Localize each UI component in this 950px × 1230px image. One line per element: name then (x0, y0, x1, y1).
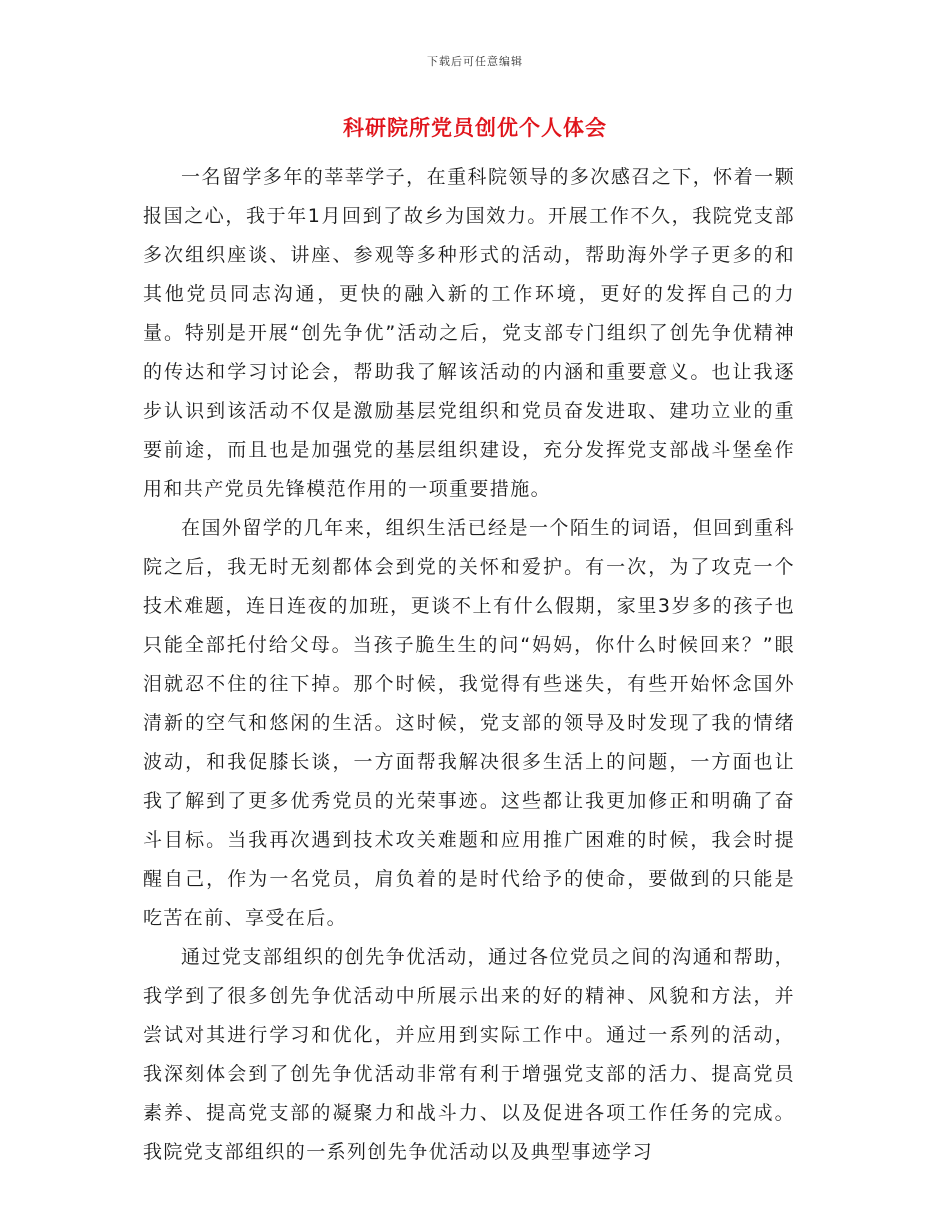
header-note: 下载后可任意编辑 (427, 55, 523, 68)
paragraph-3: 通过党支部组织的创先争优活动，通过各位党员之间的沟通和帮助，我学到了很多创先争优活动中所展示出来的好的精神、风貌和方法，并尝试对其进行学习和优化，并应用到实际工作中。通过一系列的活动，我深刻体会到了创先争优活动非常有利于增强党支部的活力、提高党员素养、提高党支部的凝聚力和战斗力、以及促进各项工作任务的完成。我院党支部组织的一系列创先争优活动以及典型事迹学习 (143, 946, 795, 1163)
document-body (143, 158, 795, 1172)
document-title: 科研院所党员创优个人体会 (343, 116, 607, 140)
paragraph-2: 在国外留学的几年来，组织生活已经是一个陌生的词语，但回到重科院之后，我无时无刻都体会到党的关怀和爱护。有一次，为了攻克一个技术难题，连日连夜的加班，更谈不上有什么假期，家里3岁多的孩子也只能全部托付给父母。当孩子脆生生的问“妈妈，你什么时候回来？”眼泪就忍不住的往下掉。那个时候，我觉得有些迷失，有些开始怀念国外清新的空气和悠闲的生活。这时候，党支部的领导及时发现了我的情绪波动，和我促膝长谈，一方面帮我解决很多生活上的问题，一方面也让我了解到了更多优秀党员的光荣事迹。这些都让我更加修正和明确了奋斗目标。当我再次遇到技术攻关难题和应用推广困难的时候，我会时提醒自己，作为一名党员，肩负着的是时代给予的使命，要做到的只能是吃苦在前、享受在后。 (143, 517, 795, 929)
paragraph-1: 一名留学多年的莘莘学子，在重科院领导的多次感召之下，怀着一颗报国之心，我于年1月回到了故乡为国效力。开展工作不久，我院党支部多次组织座谈、讲座、参观等多种形式的活动，帮助海外学子更多的和其他党员同志沟通，更快的融入新的工作环境，更好的发挥自己的力量。特别是开展“创先争优”活动之后，党支部专门组织了创先争优精神的传达和学习讨论会，帮助我了解该活动的内涵和重要意义。也让我逐步认识到该活动不仅是激励基层党组织和党员奋发进取、建功立业的重要前途，而且也是加强党的基层组织建设，充分发挥党支部战斗堡垒作用和共产党员先锋模范作用的一项重要措施。 (143, 166, 795, 500)
